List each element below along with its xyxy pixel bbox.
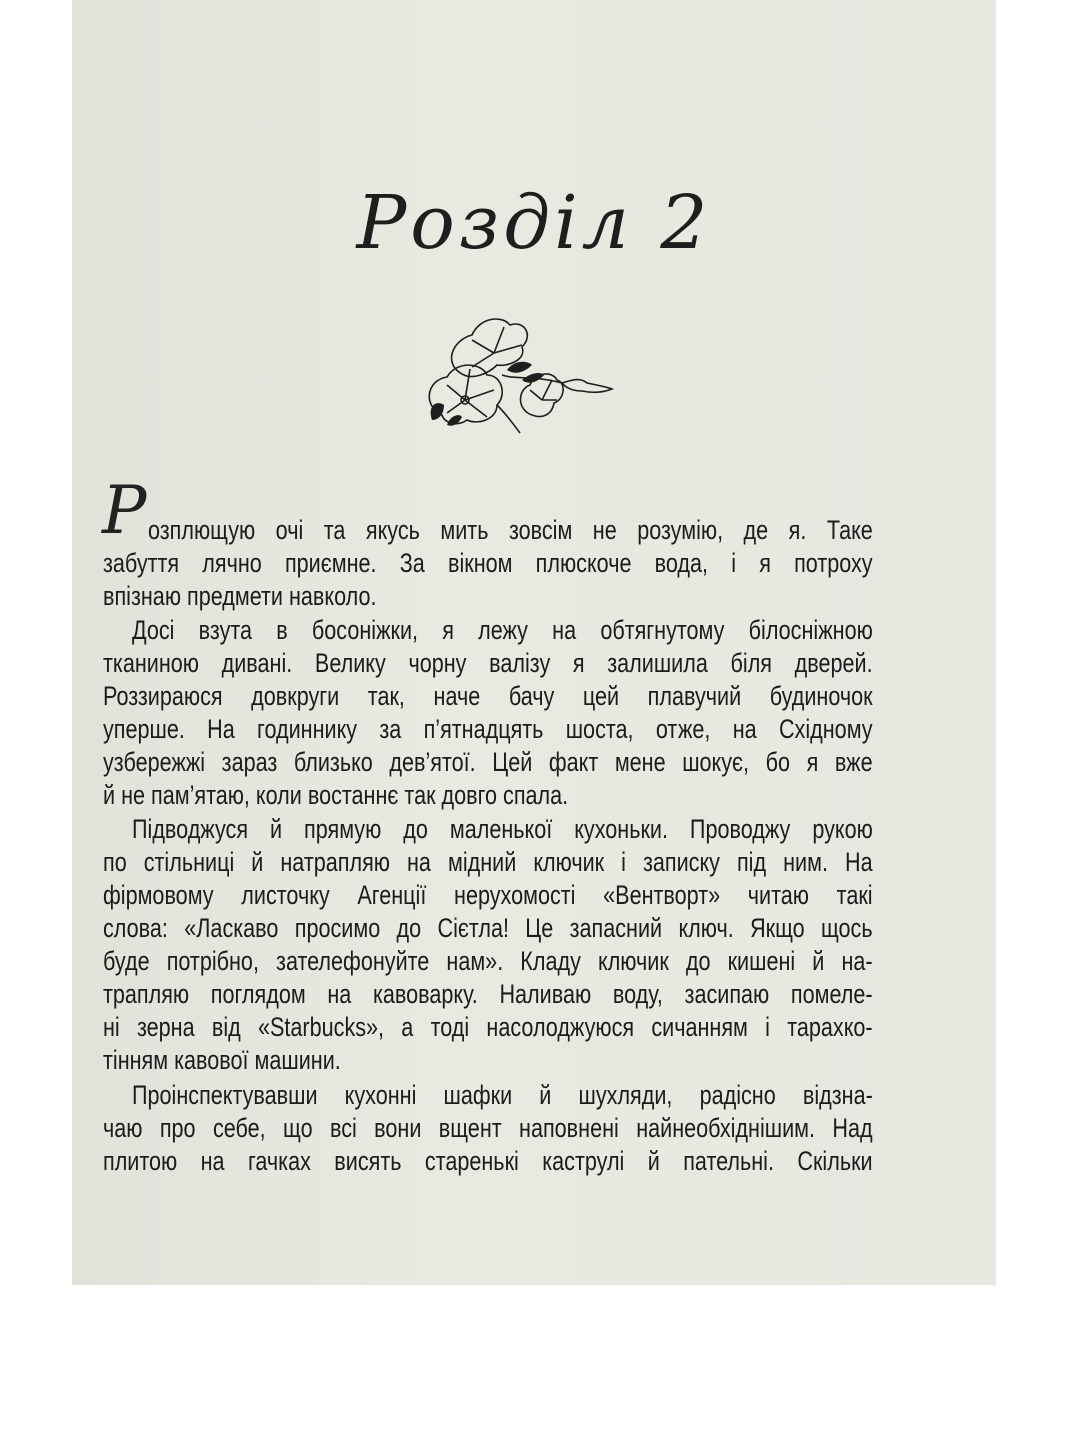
text-line: слова: «Ласкаво просимо до Сієтла! Це запасний ключ. Якщо щось <box>103 913 873 943</box>
text-line: Роззираюся довкруги так, наче бачу цей плавучий будиночок <box>103 681 873 711</box>
text-line: чаю про себе, що всі вони вщент наповнені найнеобхіднішим. Над <box>103 1113 873 1143</box>
text-line: й не пам’ятаю, коли востаннє так довго спала. <box>103 780 569 810</box>
text-line: буде потрібно, зателефонуйте нам». Кладу ключик до кишені й на- <box>103 946 873 976</box>
text-line: по стільниці й натрапляю на мідний ключик і записку під ним. На <box>103 847 873 877</box>
drop-cap: Р <box>102 472 147 549</box>
text-line: фірмовому листочку Агенції нерухомості «Вентворт» читаю такі <box>103 880 873 910</box>
text-line: озплющую очі та якусь мить зовсім не розумію, де я. Таке <box>148 515 873 545</box>
text-line: Досі взута в босоніжки, я лежу на обтягнутому білосніжною <box>132 615 873 645</box>
book-page <box>72 0 996 1285</box>
text-line: тканиною дивані. Велику чорну валізу я залишила біля дверей. <box>103 648 873 678</box>
morning-glory-flower-ornament <box>402 305 662 435</box>
text-line: Підводжуся й прямую до маленької кухоньки. Проводжу рукою <box>132 814 873 844</box>
text-line: узбережжі зараз близько дев’ятої. Цей факт мене шокує, бо я вже <box>103 747 873 777</box>
text-line: плитою на гачках висять старенькі каструлі й пательні. Скільки <box>103 1146 873 1176</box>
text-line: впізнаю предмети навколо. <box>103 581 377 611</box>
text-line: трапляю поглядом на кавоварку. Наливаю воду, засипаю помеле- <box>103 979 873 1009</box>
text-line: ні зерна від «Starbucks», а тоді насолоджуюся сичанням і тарахко- <box>103 1012 873 1042</box>
text-line: забуття лячно приємне. За вікном плюскоче вода, і я потроху <box>103 548 873 578</box>
text-line: тінням кавової машини. <box>103 1045 341 1075</box>
text-line: Проінспектувавши кухонні шафки й шухляди, радісно відзна- <box>132 1080 873 1110</box>
text-line: уперше. На годиннику за п’ятнадцять шоста, отже, на Східному <box>103 714 873 744</box>
chapter-title: Розділ 2 <box>356 180 712 266</box>
